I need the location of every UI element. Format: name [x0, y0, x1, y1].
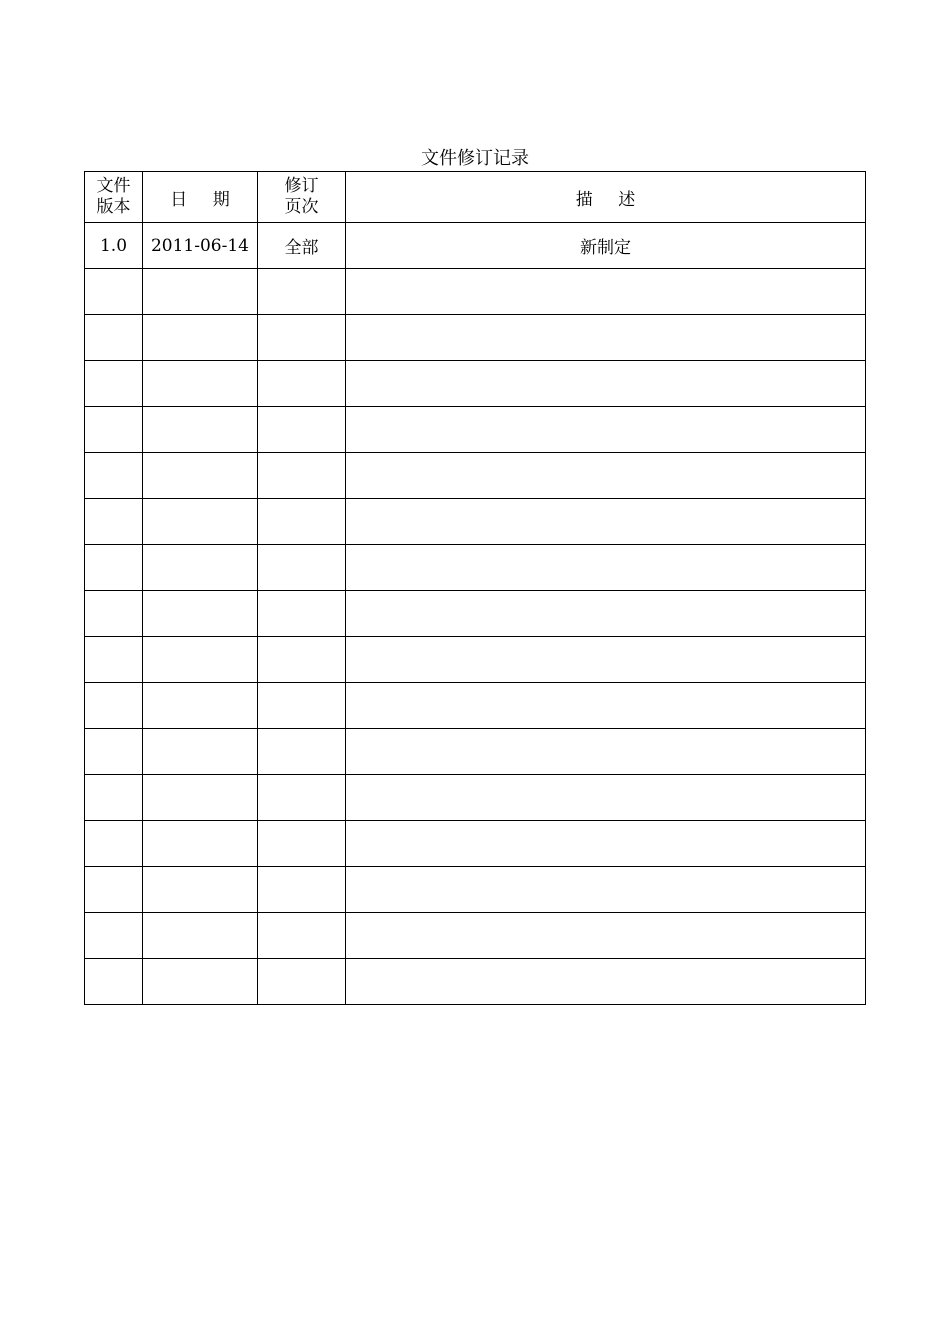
cell-pages	[258, 545, 346, 591]
cell-version	[85, 269, 143, 315]
cell-pages	[258, 407, 346, 453]
cell-date	[143, 913, 258, 959]
cell-description	[346, 361, 866, 407]
cell-version	[85, 637, 143, 683]
cell-pages	[258, 269, 346, 315]
cell-version	[85, 775, 143, 821]
cell-date	[143, 269, 258, 315]
cell-version	[85, 959, 143, 1005]
cell-description	[346, 775, 866, 821]
header-version-line-1: 文件	[96, 176, 131, 196]
cell-pages	[258, 637, 346, 683]
table-row	[85, 361, 866, 407]
header-version-line-2: 版本	[96, 197, 131, 217]
cell-date	[143, 453, 258, 499]
table-row	[85, 499, 866, 545]
cell-description	[346, 591, 866, 637]
table-header-row	[85, 172, 866, 223]
cell-version	[85, 361, 143, 407]
cell-version	[85, 499, 143, 545]
cell-pages	[258, 315, 346, 361]
cell-description	[346, 867, 866, 913]
table-row	[85, 591, 866, 637]
table-row	[85, 453, 866, 499]
cell-date	[143, 959, 258, 1005]
cell-date	[143, 591, 258, 637]
cell-date	[143, 775, 258, 821]
header-pages	[258, 172, 346, 223]
cell-pages	[258, 591, 346, 637]
header-date-label: 日 期	[170, 189, 240, 210]
cell-description	[346, 545, 866, 591]
cell-pages	[258, 959, 346, 1005]
table-row	[85, 729, 866, 775]
header-date	[143, 172, 258, 223]
cell-version: 1.0	[85, 223, 143, 269]
table-row	[85, 315, 866, 361]
cell-pages: 全部	[258, 223, 346, 269]
cell-pages	[258, 913, 346, 959]
cell-description	[346, 821, 866, 867]
cell-date	[143, 545, 258, 591]
cell-version	[85, 729, 143, 775]
table-row	[85, 867, 866, 913]
table-row	[85, 775, 866, 821]
cell-version	[85, 913, 143, 959]
cell-date	[143, 499, 258, 545]
document-title: 文件修订记录	[421, 148, 529, 169]
cell-version	[85, 821, 143, 867]
cell-date	[143, 361, 258, 407]
table-row	[85, 407, 866, 453]
cell-pages	[258, 775, 346, 821]
cell-date	[143, 729, 258, 775]
header-pages-line-1: 修订	[284, 176, 319, 196]
table-row	[85, 269, 866, 315]
cell-description	[346, 683, 866, 729]
table-row	[85, 637, 866, 683]
cell-description: 新制定	[346, 223, 866, 269]
cell-date	[143, 315, 258, 361]
cell-version	[85, 407, 143, 453]
cell-date: 2011-06-14	[143, 223, 258, 269]
table-row	[85, 821, 866, 867]
cell-version	[85, 867, 143, 913]
header-version	[85, 172, 143, 223]
cell-pages	[258, 683, 346, 729]
table-row	[85, 959, 866, 1005]
cell-date	[143, 637, 258, 683]
cell-description	[346, 959, 866, 1005]
cell-description	[346, 499, 866, 545]
cell-description	[346, 315, 866, 361]
cell-pages	[258, 361, 346, 407]
cell-version	[85, 683, 143, 729]
cell-description	[346, 729, 866, 775]
cell-version	[85, 545, 143, 591]
cell-pages	[258, 729, 346, 775]
cell-pages	[258, 499, 346, 545]
cell-description	[346, 269, 866, 315]
table-row	[85, 913, 866, 959]
cell-version	[85, 591, 143, 637]
cell-description	[346, 637, 866, 683]
cell-date	[143, 867, 258, 913]
table-row	[85, 683, 866, 729]
cell-description	[346, 453, 866, 499]
cell-date	[143, 821, 258, 867]
cell-version	[85, 453, 143, 499]
cell-description	[346, 913, 866, 959]
revision-table	[84, 171, 866, 1005]
cell-version	[85, 315, 143, 361]
header-description	[346, 172, 866, 223]
cell-pages	[258, 821, 346, 867]
header-pages-line-2: 页次	[284, 197, 319, 217]
cell-date	[143, 407, 258, 453]
cell-date	[143, 683, 258, 729]
cell-pages	[258, 453, 346, 499]
cell-pages	[258, 867, 346, 913]
header-description-label: 描 述	[575, 189, 646, 210]
table-row	[85, 223, 866, 269]
table-row	[85, 545, 866, 591]
cell-description	[346, 407, 866, 453]
